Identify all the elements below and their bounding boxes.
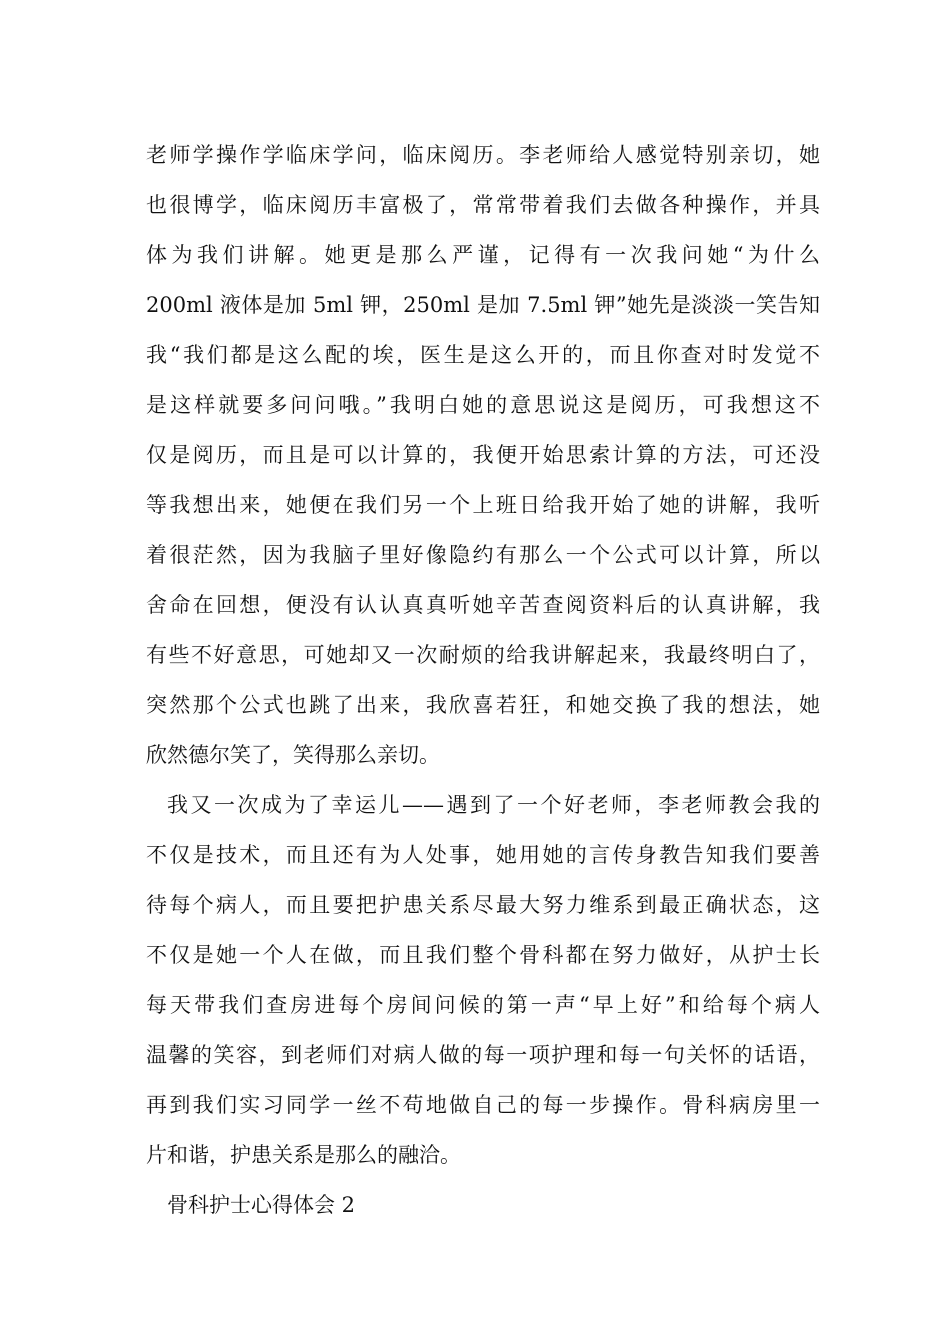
text-line: 等我想出来，她便在我们另一个上班日给我开始了她的讲解，我听 <box>146 493 820 517</box>
section-heading: 骨科护士心得体会 2 <box>167 1193 356 1217</box>
text-line: 有些不好意思，可她却又一次耐烦的给我讲解起来，我最终明白了， <box>146 643 820 667</box>
text-line: 不仅是她一个人在做，而且我们整个骨科都在努力做好，从护士长 <box>146 943 820 967</box>
text-line: 我“我们都是这么配的埃，医生是这么开的，而且你查对时发觉不 <box>146 343 820 367</box>
text-line: 再到我们实习同学一丝不苟地做自己的每一步操作。骨科病房里一 <box>146 1093 820 1117</box>
text-line: 着很茫然，因为我脑子里好像隐约有那么一个公式可以计算，所以 <box>146 543 820 567</box>
text-line: 体为我们讲解。她更是那么严谨，记得有一次我问她“为什么 <box>146 243 820 267</box>
text-line: 突然那个公式也跳了出来，我欣喜若狂，和她交换了我的想法，她 <box>146 693 820 717</box>
text-line: 老师学操作学临床学问，临床阅历。李老师给人感觉特别亲切，她 <box>146 143 820 167</box>
paragraph-1 <box>146 130 820 780</box>
text-line: 我又一次成为了幸运儿——遇到了一个好老师，李老师教会我的 <box>167 793 820 817</box>
text-line: 舍命在回想，便没有认认真真听她辛苦查阅资料后的认真讲解，我 <box>146 593 820 617</box>
text-line: 待每个病人，而且要把护患关系尽最大努力维系到最正确状态，这 <box>146 893 820 917</box>
text-line: 欣然德尔笑了，笑得那么亲切。 <box>146 743 440 767</box>
text-line: 仅是阅历，而且是可以计算的，我便开始思索计算的方法，可还没 <box>146 443 820 467</box>
text-line: 也很博学，临床阅历丰富极了，常常带着我们去做各种操作，并具 <box>146 193 820 217</box>
text-line: 每天带我们查房进每个房间问候的第一声“早上好”和给每个病人 <box>146 993 820 1017</box>
text-line: 不仅是技术，而且还有为人处事，她用她的言传身教告知我们要善 <box>146 843 820 867</box>
text-line: 温馨的笑容，到老师们对病人做的每一项护理和每一句关怀的话语， <box>146 1043 820 1067</box>
text-line: 200ml 液体是加 5ml 钾，250ml 是加 7.5ml 钾”她先是淡淡一笑告知 <box>146 293 820 317</box>
text-line: 是这样就要多问问哦。”我明白她的意思说这是阅历，可我想这不 <box>146 393 820 417</box>
section-heading-block <box>146 1180 820 1230</box>
text-line: 片和谐，护患关系是那么的融洽。 <box>146 1143 461 1167</box>
paragraph-2 <box>146 780 820 1180</box>
document-body <box>146 130 820 1230</box>
